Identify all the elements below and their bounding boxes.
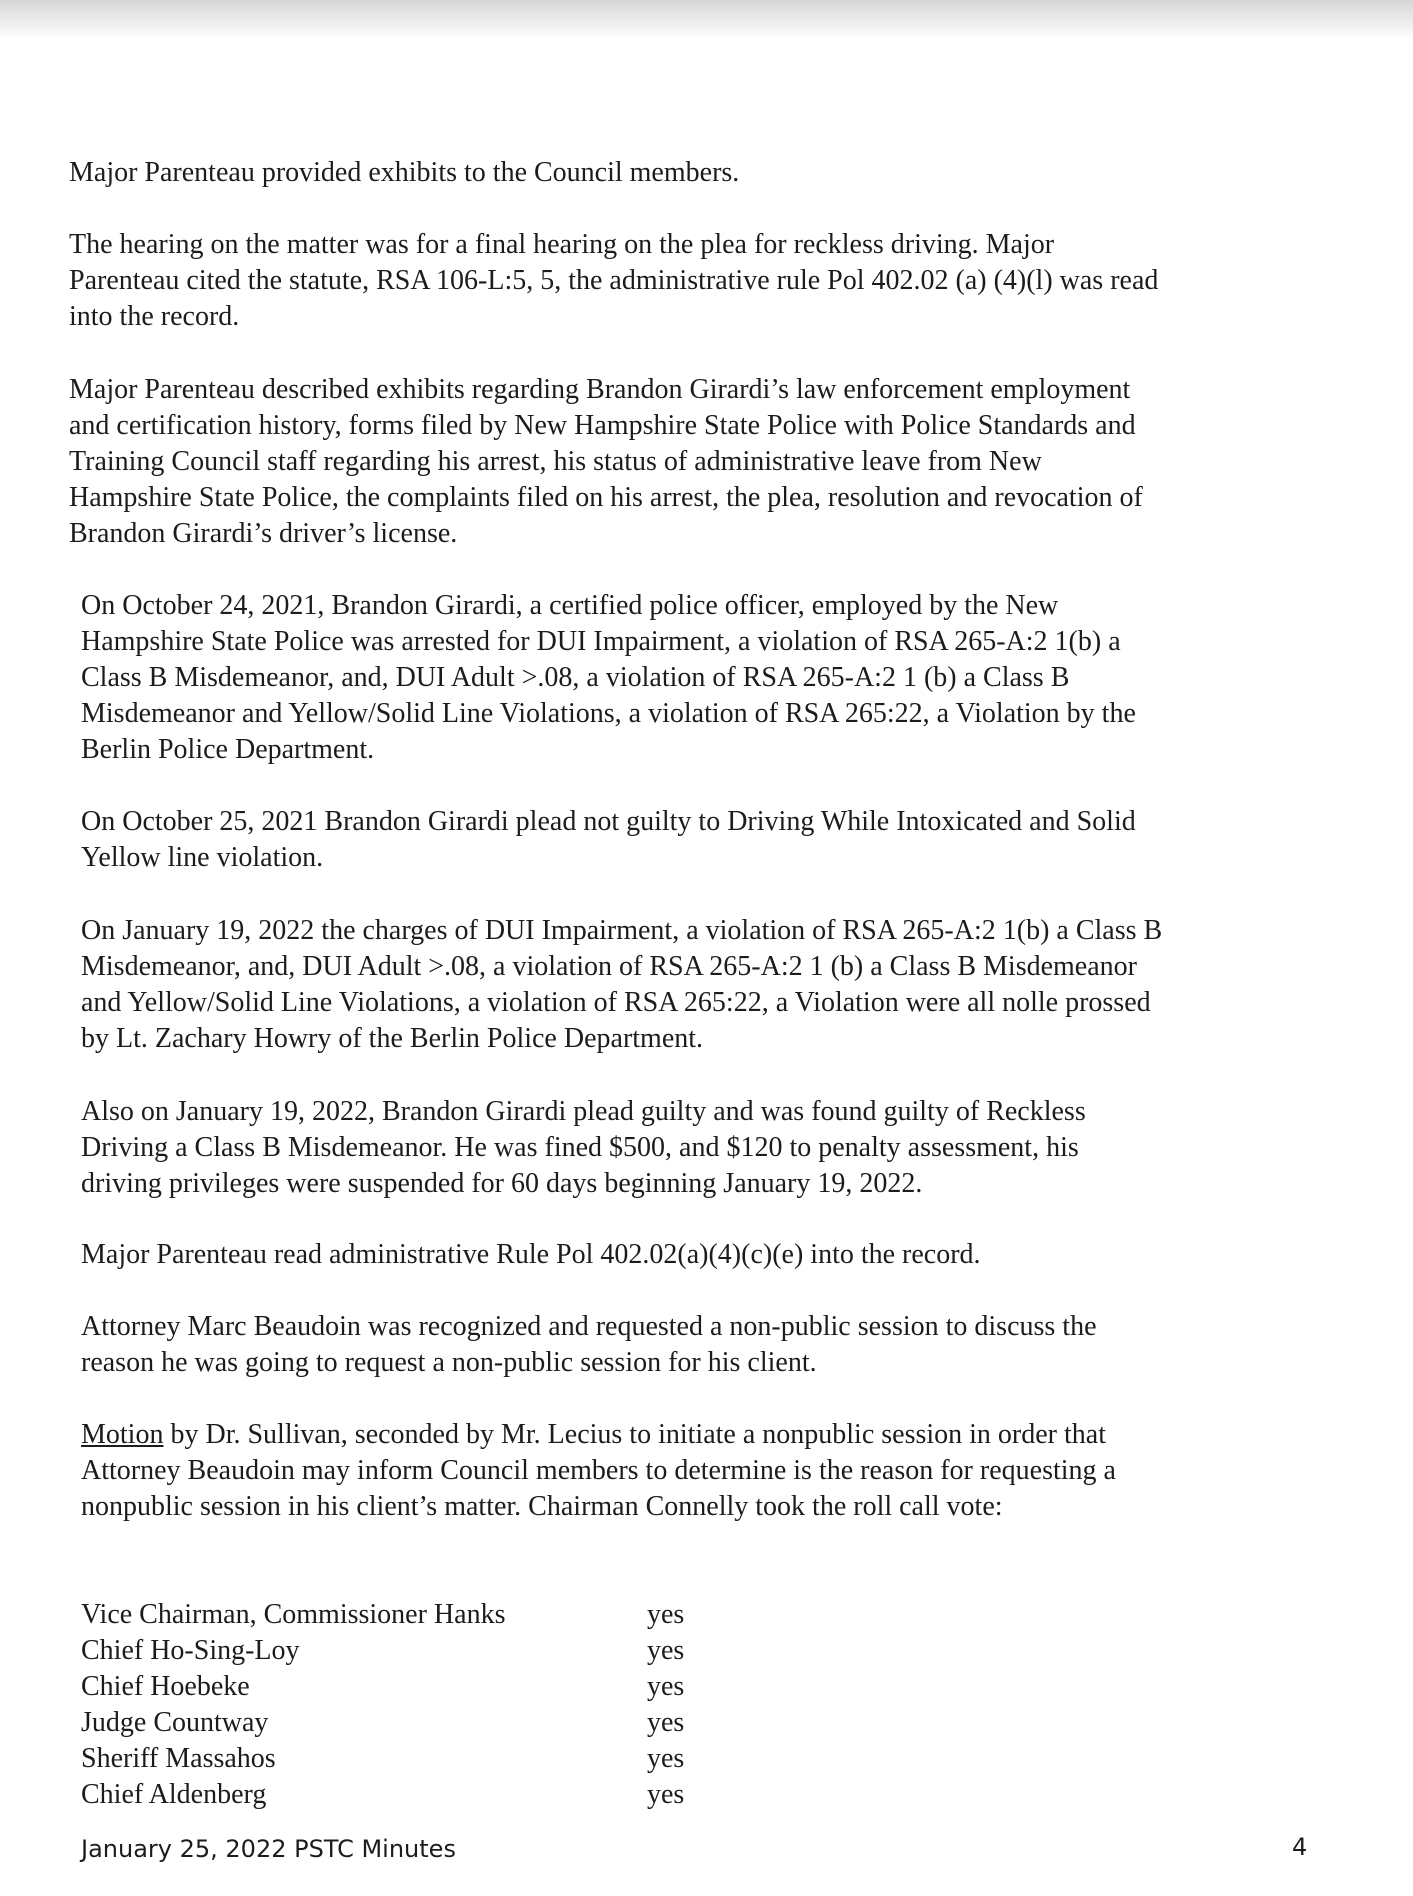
motion-line-1: [81, 1417, 1321, 1453]
paragraph-rule-read: [81, 1237, 1321, 1273]
paragraph-not-guilty-plea: [81, 804, 1321, 876]
paragraph-line: Major Parenteau described exhibits regarding Brandon Girardi’s law enforcement employment: [69, 374, 1131, 405]
paragraph-line: Attorney Beaudoin may inform Council members to determine is the reason for requesting a: [81, 1455, 1116, 1486]
paragraph-line: by Lt. Zachary Howry of the Berlin Police Department.: [81, 1023, 704, 1054]
footer-page-number: 4: [1292, 1833, 1308, 1861]
paragraph-line: Hampshire State Police was arrested for DUI Impairment, a violation of RSA 265-A:2 1(b) a: [81, 626, 1121, 657]
paragraph-line: Also on January 19, 2022, Brandon Girardi plead guilty and was found guilty of Reckless: [81, 1096, 1086, 1127]
paragraph-line: driving privileges were suspended for 60 days beginning January 19, 2022.: [81, 1168, 923, 1199]
member-vote: yes: [647, 1779, 685, 1810]
paragraph-line: Major Parenteau read administrative Rule Pol 402.02(a)(4)(c)(e) into the record.: [81, 1239, 981, 1270]
member-vote: yes: [647, 1707, 685, 1738]
paragraph-nolle-prossed: [81, 913, 1321, 1057]
paragraph-line: Training Council staff regarding his arrest, his status of administrative leave from New: [69, 446, 1042, 477]
paragraph-line: On October 25, 2021 Brandon Girardi plead not guilty to Driving While Intoxicated and Solid: [81, 806, 1136, 837]
member-name: Vice Chairman, Commissioner Hanks: [81, 1599, 506, 1630]
paragraph-line: Misdemeanor, and, DUI Adult >.08, a violation of RSA 265-A:2 1 (b) a Class B Misdemeanor: [81, 951, 1137, 982]
paragraph-motion: [81, 1417, 1321, 1525]
paragraph-line: Parenteau cited the statute, RSA 106-L:5, 5, the administrative rule Pol 402.02 (a) (4)(l) was read: [69, 265, 1159, 296]
motion-label: Motion: [81, 1419, 164, 1450]
member-name: Chief Aldenberg: [81, 1779, 267, 1810]
paragraph-line: Berlin Police Department.: [81, 734, 375, 765]
paragraph-exhibits: [69, 155, 1309, 191]
paragraph-hearing: [69, 227, 1309, 335]
paragraph-line: On January 19, 2022 the charges of DUI Impairment, a violation of RSA 265-A:2 1(b) a Class B: [81, 915, 1163, 946]
member-vote: yes: [647, 1671, 685, 1702]
paragraph-line: Class B Misdemeanor, and, DUI Adult >.08, a violation of RSA 265-A:2 1 (b) a Class B: [81, 662, 1070, 693]
member-name: Judge Countway: [81, 1707, 269, 1738]
paragraph-line: Brandon Girardi’s driver’s license.: [69, 518, 458, 549]
paragraph-line: into the record.: [69, 301, 240, 332]
footer-document-title: January 25, 2022 PSTC Minutes: [81, 1835, 456, 1863]
member-vote: yes: [647, 1599, 685, 1630]
paragraph-line: Hampshire State Police, the complaints filed on his arrest, the plea, resolution and revocation of: [69, 482, 1143, 513]
paragraph-exhibits-described: [69, 372, 1309, 552]
member-name: Chief Hoebeke: [81, 1671, 250, 1702]
member-vote: yes: [647, 1635, 685, 1666]
paragraph-attorney-request: [81, 1309, 1321, 1381]
paragraph-line: Attorney Marc Beaudoin was recognized and requested a non-public session to discuss the: [81, 1311, 1097, 1342]
paragraph-line: nonpublic session in his client’s matter. Chairman Connelly took the roll call vote:: [81, 1491, 1003, 1522]
paragraph-line: Misdemeanor and Yellow/Solid Line Violations, a violation of RSA 265:22, a Violation by the: [81, 698, 1136, 729]
paragraph-line: The hearing on the matter was for a final hearing on the plea for reckless driving. Major: [69, 229, 1055, 260]
member-name: Chief Ho-Sing-Loy: [81, 1635, 300, 1666]
member-name: Sheriff Massahos: [81, 1743, 276, 1774]
paragraph-arrest: [81, 588, 1321, 768]
paragraph-line: and certification history, forms filed by New Hampshire State Police with Police Standards and: [69, 410, 1136, 441]
member-vote: yes: [647, 1743, 685, 1774]
motion-text: by Dr. Sullivan, seconded by Mr. Lecius to initiate a nonpublic session in order that: [163, 1419, 1106, 1450]
paragraph-line: Yellow line violation.: [81, 842, 324, 873]
paragraph-line: Major Parenteau provided exhibits to the Council members.: [69, 157, 740, 188]
paragraph-line: reason he was going to request a non-public session for his client.: [81, 1347, 817, 1378]
paragraph-line: and Yellow/Solid Line Violations, a violation of RSA 265:22, a Violation were all nolle prossed: [81, 987, 1151, 1018]
paragraph-line: Driving a Class B Misdemeanor. He was fined $500, and $120 to penalty assessment, his: [81, 1132, 1079, 1163]
paragraph-guilty-plea: [81, 1094, 1321, 1202]
paragraph-line: On October 24, 2021, Brandon Girardi, a certified police officer, employed by the New: [81, 590, 1059, 621]
